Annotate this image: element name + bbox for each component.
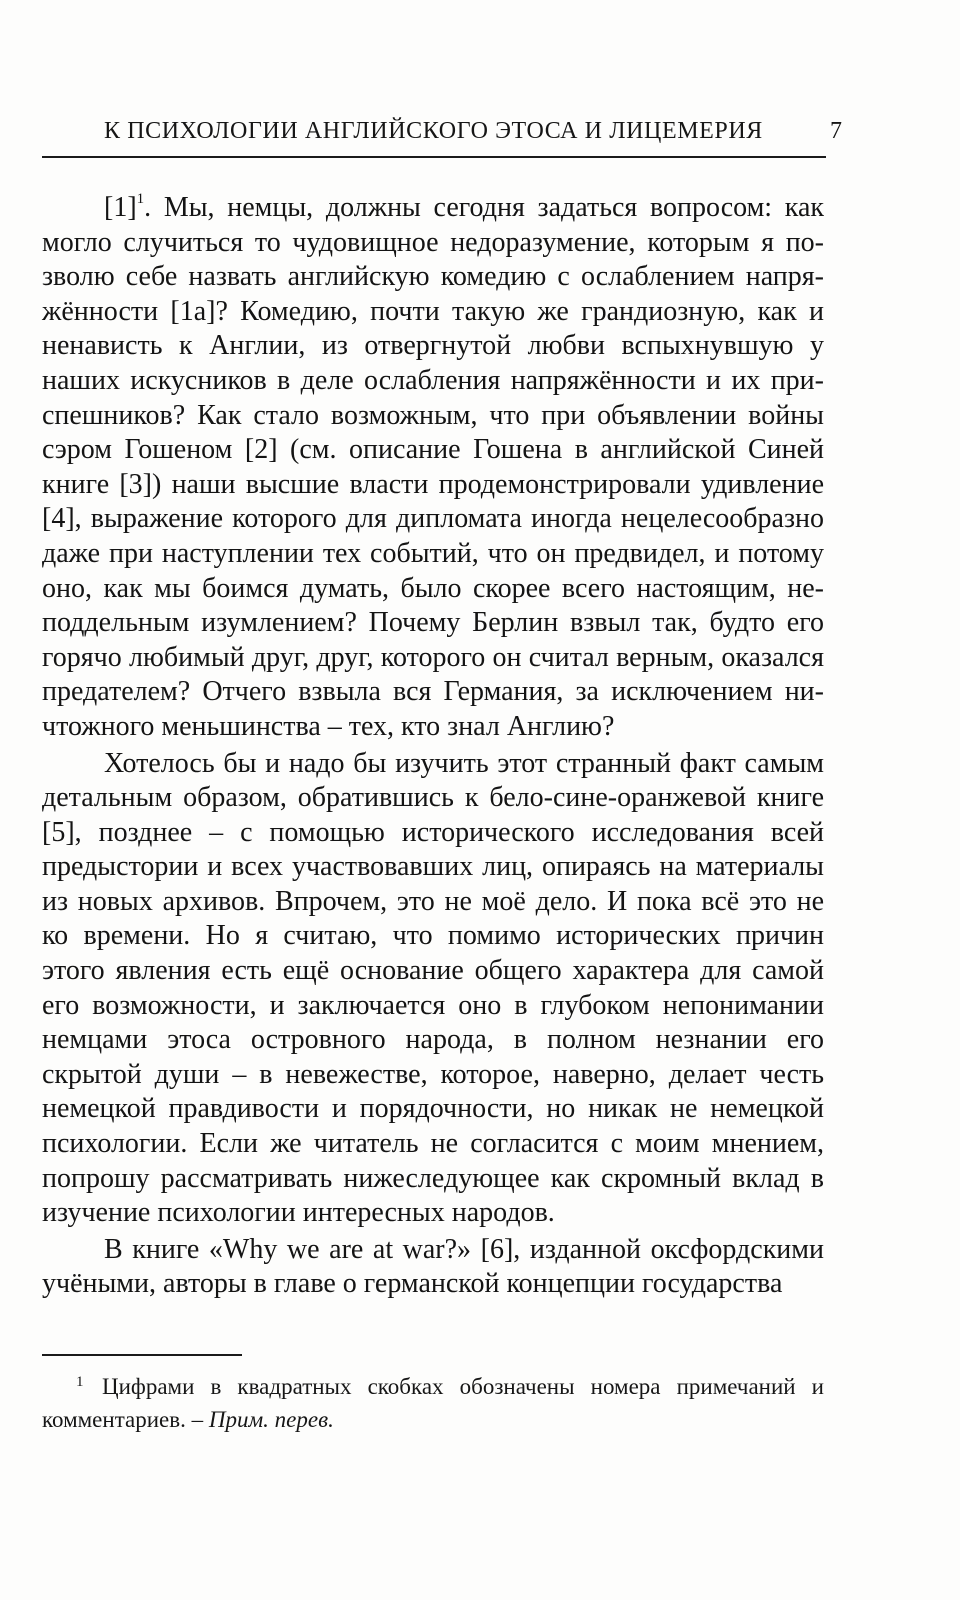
footnote-ref: 1 — [136, 191, 145, 207]
page-number: 7 — [830, 118, 842, 144]
footnote-marker: 1 — [76, 1374, 84, 1390]
paragraph-1 — [42, 191, 824, 745]
footnote — [42, 1370, 824, 1436]
running-head — [42, 118, 842, 158]
footnote-text: Цифрами в квадратных скобках обозначены номера примечаний и комментариев. – — [42, 1374, 824, 1432]
note-ref-1: [1] — [104, 192, 137, 223]
translator-note: Прим. перев. — [208, 1407, 334, 1432]
paragraph-3: В книге «Why we are at war?» [6], изданной оксфордскими учёными, авторы в главе о германской концепции государства — [42, 1233, 824, 1300]
paragraph-1-text: . Мы, немцы, должны сегодня задаться вопросом: как могло случиться то чудовищное недоразумение, которым я позволю себе назвать английскую комедию с ослаблением напряжённости [1а]? Комедию, почти такую же грандиозную, как и ненависть к Англии, из отвергнутой любви вспыхнувшую у наших искусников в деле ослабления напряжённости и их приспешников? Как стало возможным, что при объявлении войны сэром Гошеном [2] (см. описание Гошена в английской Синей книге [3]) наши высшие власти продемонстрировали удивление [4], выражение которого для дипломата иногда нецелесообразно даже при наступлении тех событий, что он предвидел, и потому оно, как мы боимся думать, было скорее всего настоящим, неподдельным изумлением? Почему Берлин взвыл так, будто его горячо любимый друг, друг, которого он считал верным, оказался предателем? Отчего взвыла вся Германия, за исключением ничтожного меньшинства – тех, кто знал Англию? — [42, 192, 824, 742]
footnote-rule — [42, 1354, 242, 1356]
footnote-1 — [42, 1370, 824, 1436]
main-text — [42, 191, 824, 1302]
header-rule — [42, 156, 826, 158]
running-title: К ПСИХОЛОГИИ АНГЛИЙСКОГО ЭТОСА И ЛИЦЕМЕРИЯ — [104, 118, 763, 144]
paragraph-2: Хотелось бы и надо бы изучить этот странный факт самым детальным образом, обратившись к бело-сине-оранжевой книге [5], позднее – с помощью исторического исследования всей предыстории и всех участвовавших лиц, опираясь на материалы из новых архивов. Впрочем, это не моё дело. И пока всё это не ко времени. Но я считаю, что помимо исторических причин этого явления есть ещё основание общего характера для самой его возможности, и заключается оно в глубоком непонимании немцами этоса островного народа, в полном незнании его скрытой души – в невежестве, которое, наверно, делает честь немецкой правдивости и порядочности, но никак не немецкой психологии. Если же читатель не согласится с моим мнением, попрошу рассматривать нижеследующее как скромный вклад в изучение психологии интересных народов. — [42, 747, 824, 1229]
